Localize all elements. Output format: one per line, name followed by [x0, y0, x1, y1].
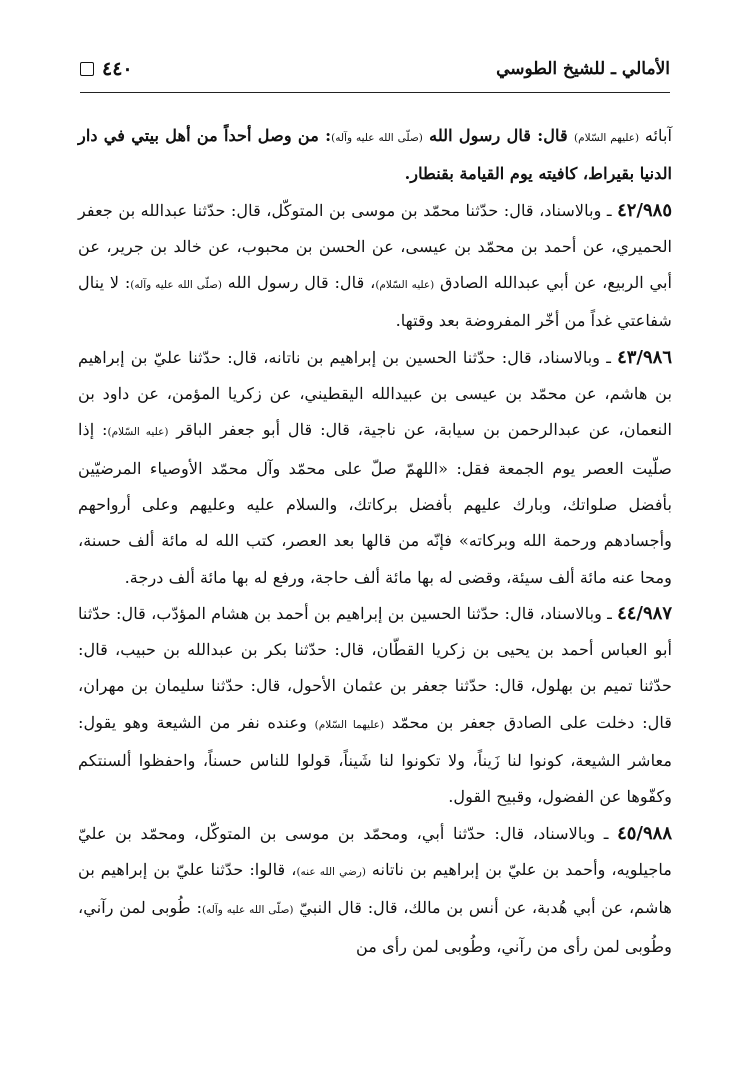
- hadith-number: ٤٥/٩٨٨: [617, 822, 672, 844]
- hadith-paragraph: [78, 596, 672, 816]
- honorific: (صلّى الله عليه وآله): [201, 904, 294, 917]
- text-segment: ـ وبالاسناد، قال: حدّثنا أبي، ومحمّد بن موسى بن المتوكّل، ومحمّد بن عليّ ماجيلويه، وأحمد بن عليّ بن إبراهيم بن ناتانه: [78, 823, 672, 879]
- text-segment: : لا ينال شفاعتي غداً من أخّر المفروضة بعد وقتها.: [78, 273, 672, 331]
- running-title: الأمالي ـ للشيخ الطوسي: [496, 59, 670, 79]
- honorific: (رضي الله عنه): [296, 865, 366, 878]
- text-segment: قال: قال رسول الله: [422, 126, 574, 145]
- text-segment: : طُوبى لمن رآني، وطُوبى لمن رأى من رآني، وطُوبى لمن رأى من: [78, 898, 672, 956]
- text-segment: : من وصل أحداً من أهل بيتي في دار الدنيا بقيراط، كافيته يوم القيامة بقنطار.: [78, 126, 672, 184]
- text-segment: ، قال: قال رسول الله: [222, 273, 376, 293]
- paragraph-continuation: [78, 118, 672, 193]
- page-number-block: [80, 58, 133, 80]
- text-segment: ـ وبالاسناد، قال: حدّثنا الحسين بن إبراهيم بن أحمد بن هشام المؤدّب، قال: حدّثنا أبو العباس أحمد بن يحيى بن زكريا القطّان، قال: حدّثنا بكر بن عبدالله بن حبيب، قال: حدّثنا تميم بن بهلول، قال: حدّثنا جعفر بن عثمان الأحول، قال: حدّثنا سليمان بن مهران، قال: دخلت على الصادق جعفر بن محمّد: [78, 603, 672, 732]
- text-segment: : إذا صلّيت العصر يوم الجمعة فقل: «اللهمّ صلّ على محمّد وآل محمّد الأوصياء المرضيّين بأفضل صلواتك، وبارك عليهم بأفضل بركاتك، والسلام عليه وعليهم وعلى أرواحهم وأجسادهم ورحمة الله وبركاته» فإنّه من قالها بعد العصر، كتب الله له مائة ألف حسنة، ومحا عنه مائة ألف سيئة، وقضى له بها مائة ألف حاجة، ورفع له بها مائة ألف درجة.: [78, 420, 672, 587]
- page-header: [80, 52, 670, 93]
- honorific: (صلّى الله عليه وآله): [130, 279, 223, 292]
- hadith-number: ٤٢/٩٨٥: [617, 199, 672, 221]
- honorific: (عليهما السّلام): [314, 718, 385, 731]
- hadith-number: ٤٤/٩٨٧: [617, 602, 672, 624]
- hadith-paragraph: [78, 816, 672, 965]
- honorific: (عليه السّلام): [375, 279, 435, 292]
- hadith-paragraph: [78, 193, 672, 340]
- hadith-paragraph: [78, 340, 672, 596]
- text-segment: آبائه: [639, 126, 672, 145]
- text-segment: ـ وبالاسناد، قال: حدّثنا الحسين بن إبراهيم بن ناتانه، قال: حدّثنا عليّ بن إبراهيم بن هاشم، عن محمّد بن عيسى بن عبيدالله اليقطيني، عن زكريا المؤمن، عن داود بن النعمان، عن عبدالرحمن بن سيابة، عن ناجية، قال: قال أبو جعفر الباقر: [78, 347, 672, 440]
- text-segment: وعنده نفر من الشيعة وهو يقول: معاشر الشيعة، كونوا لنا زَيناً، ولا تكونوا لنا شَيناً، قولوا للناس حسناً، واحفظوا ألسنتكم وكفّوها عن الفضول، وقبيح القول.: [78, 712, 672, 807]
- honorific: (عليه السّلام): [107, 426, 169, 439]
- honorific: (صلّى الله عليه وآله): [331, 132, 423, 144]
- page-number: ٤٤٠: [102, 58, 133, 80]
- hadith-number: ٤٣/٩٨٦: [617, 346, 672, 368]
- honorific: (عليهم السّلام): [573, 132, 640, 144]
- page-body: [78, 118, 672, 965]
- text-segment: ـ وبالاسناد، قال: حدّثنا محمّد بن موسى بن المتوكّل، قال: حدّثنا عبدالله بن جعفر الحميري، عن أحمد بن محمّد بن عيسى، عن الحسن بن محبوب، عن خالد بن جرير، عن أبي الربيع، عن أبي عبدالله الصادق: [78, 200, 672, 293]
- text-segment: ، قالوا: حدّثنا عليّ بن إبراهيم بن هاشم، عن أبي هُدبة، عن أنس بن مالك، قال: قال النبيّ: [78, 859, 672, 918]
- square-ornament-icon: [80, 62, 94, 76]
